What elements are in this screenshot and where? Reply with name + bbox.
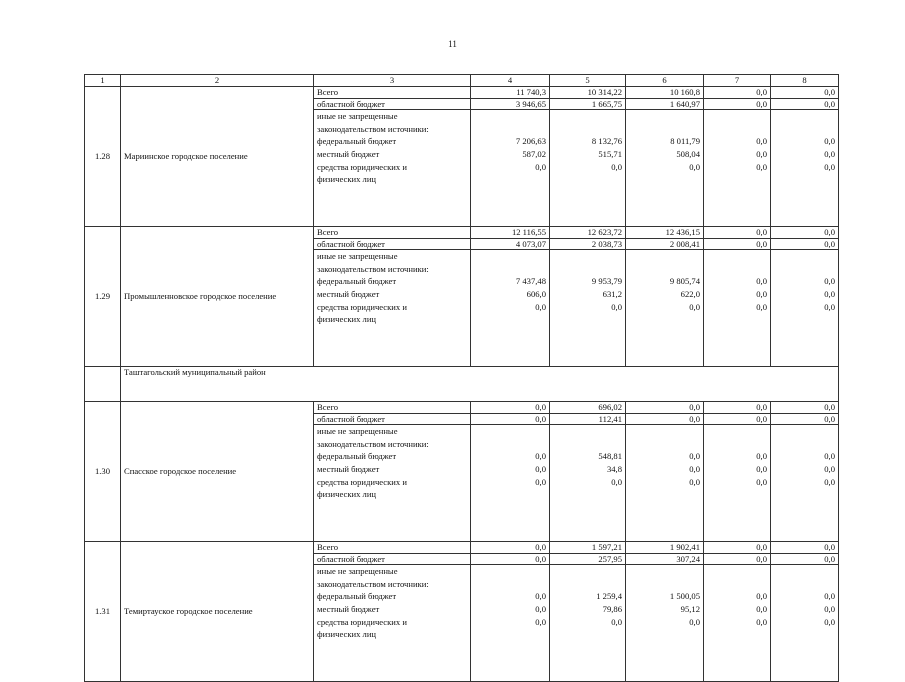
federal-value: 0,0 [824, 276, 835, 287]
value-cell: 0,0 [704, 98, 771, 110]
legal-value: 0,0 [824, 616, 835, 627]
sub-values [771, 425, 839, 542]
local-value: 0,0 [535, 604, 546, 615]
value-cell: 0,0 [471, 402, 550, 414]
legal-value: 0,0 [611, 161, 622, 172]
federal-value: 0,0 [689, 451, 700, 462]
local-value: 515,71 [598, 149, 622, 160]
source-label: местный бюджет [317, 464, 380, 475]
spacer [707, 438, 767, 451]
spacer [553, 110, 622, 123]
sub-values [704, 425, 771, 542]
value-cell: 0,0 [704, 542, 771, 554]
value-cell: 257,95 [550, 553, 626, 565]
value-cell: 0,0 [771, 238, 839, 250]
spacer [629, 425, 700, 438]
value-cell: 0,0 [704, 402, 771, 414]
value-cell: 0,0 [771, 413, 839, 425]
source-label: иные не запрещенные [317, 111, 398, 121]
federal-value: 7 206,63 [515, 136, 546, 147]
legal-value: 0,0 [535, 161, 546, 172]
source-label: федеральный бюджет [317, 591, 397, 602]
spacer [474, 438, 546, 451]
sub-values [471, 425, 550, 542]
local-value: 0,0 [824, 604, 835, 615]
federal-value: 0,0 [756, 276, 767, 287]
spacer [774, 123, 835, 136]
sub-values [704, 250, 771, 367]
spacer [707, 110, 767, 123]
local-value: 0,0 [824, 289, 835, 300]
spacer [474, 425, 546, 438]
value-cell: 0,0 [704, 227, 771, 239]
sub-values [626, 425, 704, 542]
sub-values [626, 110, 704, 227]
spacer [707, 123, 767, 136]
federal-value: 9 953,79 [591, 276, 622, 287]
spacer [774, 110, 835, 123]
table-row [85, 542, 839, 554]
value-cell: 1 597,21 [550, 542, 626, 554]
spacer [474, 250, 546, 263]
value-cell: 3 946,65 [471, 98, 550, 110]
value-cell: 0,0 [471, 553, 550, 565]
spacer [553, 263, 622, 276]
source-label: областной бюджет [314, 413, 471, 425]
federal-value: 0,0 [824, 591, 835, 602]
sub-values [704, 565, 771, 682]
spacer [707, 250, 767, 263]
settlement-name: Промышленновское городское поселение [121, 227, 314, 367]
local-value: 0,0 [756, 604, 767, 615]
value-cell: 0,0 [471, 413, 550, 425]
value-cell: 0,0 [704, 553, 771, 565]
page-number: 11 [448, 39, 457, 49]
spacer [629, 110, 700, 123]
sub-values [771, 110, 839, 227]
legal-value: 0,0 [756, 616, 767, 627]
source-label: местный бюджет [317, 149, 380, 160]
legal-value: 0,0 [611, 476, 622, 487]
value-cell: 0,0 [626, 413, 704, 425]
budget-table [84, 74, 839, 682]
source-label: федеральный бюджет [317, 276, 397, 287]
spacer [553, 438, 622, 451]
spacer [474, 123, 546, 136]
source-label: областной бюджет [314, 98, 471, 110]
source-label: физических лиц [317, 629, 377, 640]
value-cell: 0,0 [471, 542, 550, 554]
source-label: Всего [314, 542, 471, 554]
source-label: иные не запрещенные [317, 566, 398, 576]
source-label: средства юридических и [317, 476, 407, 487]
spacer [774, 438, 835, 451]
value-cell: 10 314,22 [550, 87, 626, 99]
source-label: физических лиц [317, 174, 377, 185]
header-cell: 5 [550, 75, 626, 87]
source-label: федеральный бюджет [317, 136, 397, 147]
sub-values [626, 250, 704, 367]
sub-source-labels [314, 425, 471, 542]
table-row [85, 87, 839, 99]
sub-values [704, 110, 771, 227]
spacer [774, 565, 835, 578]
spacer [474, 263, 546, 276]
source-label: средства юридических и [317, 616, 407, 627]
legal-value: 0,0 [824, 476, 835, 487]
legal-value: 0,0 [535, 476, 546, 487]
legal-value: 0,0 [689, 616, 700, 627]
header-cell: 2 [121, 75, 314, 87]
region-row [85, 367, 839, 402]
value-cell: 0,0 [704, 87, 771, 99]
value-cell: 696,02 [550, 402, 626, 414]
legal-value: 0,0 [756, 476, 767, 487]
source-label: областной бюджет [314, 238, 471, 250]
spacer [553, 578, 622, 591]
value-cell: 1 665,75 [550, 98, 626, 110]
value-cell: 0,0 [704, 413, 771, 425]
source-label: законодательством источники: [317, 578, 429, 589]
federal-value: 0,0 [756, 136, 767, 147]
source-label: Всего [314, 87, 471, 99]
source-label: иные не запрещенные [317, 426, 398, 436]
sub-values [550, 565, 626, 682]
federal-value: 1 259,4 [596, 591, 622, 602]
spacer [774, 578, 835, 591]
settlement-name: Мариинское городское поселение [121, 87, 314, 227]
federal-value: 0,0 [824, 451, 835, 462]
source-label: законодательством источники: [317, 438, 429, 449]
source-label: законодательством источники: [317, 263, 429, 274]
legal-value: 0,0 [824, 161, 835, 172]
value-cell: 2 008,41 [626, 238, 704, 250]
spacer [474, 110, 546, 123]
region-number-cell [85, 367, 121, 402]
spacer [774, 263, 835, 276]
local-value: 0,0 [756, 149, 767, 160]
legal-value: 0,0 [611, 616, 622, 627]
federal-value: 0,0 [756, 451, 767, 462]
value-cell: 11 740,3 [471, 87, 550, 99]
sub-source-labels [314, 565, 471, 682]
sub-values [771, 565, 839, 682]
header-cell: 6 [626, 75, 704, 87]
legal-value: 0,0 [689, 301, 700, 312]
legal-value: 0,0 [756, 161, 767, 172]
source-label: Всего [314, 227, 471, 239]
local-value: 631,2 [602, 289, 622, 300]
federal-value: 0,0 [535, 451, 546, 462]
spacer [707, 263, 767, 276]
value-cell: 12 436,15 [626, 227, 704, 239]
settlement-name: Темиртауское городское поселение [121, 542, 314, 682]
value-cell: 0,0 [626, 402, 704, 414]
spacer [774, 425, 835, 438]
federal-value: 0,0 [535, 591, 546, 602]
source-label: средства юридических и [317, 301, 407, 312]
header-cell: 8 [771, 75, 839, 87]
legal-value: 0,0 [535, 301, 546, 312]
legal-value: 0,0 [689, 161, 700, 172]
value-cell: 10 160,8 [626, 87, 704, 99]
local-value: 622,0 [680, 289, 700, 300]
local-value: 0,0 [689, 464, 700, 475]
spacer [707, 578, 767, 591]
source-label: Всего [314, 402, 471, 414]
value-cell: 0,0 [771, 227, 839, 239]
spacer [629, 565, 700, 578]
local-value: 0,0 [824, 464, 835, 475]
value-cell: 112,41 [550, 413, 626, 425]
spacer [553, 250, 622, 263]
value-cell: 0,0 [771, 87, 839, 99]
value-cell: 0,0 [704, 238, 771, 250]
header-cell: 3 [314, 75, 471, 87]
spacer [553, 425, 622, 438]
source-label: федеральный бюджет [317, 451, 397, 462]
sub-source-labels [314, 110, 471, 227]
legal-value: 0,0 [689, 476, 700, 487]
sub-values [771, 250, 839, 367]
spacer [707, 565, 767, 578]
region-name: Таштагольский муниципальный район [121, 367, 839, 402]
source-label: физических лиц [317, 489, 377, 500]
legal-value: 0,0 [535, 616, 546, 627]
value-cell: 1 902,41 [626, 542, 704, 554]
spacer [774, 250, 835, 263]
local-value: 79,86 [602, 604, 622, 615]
federal-value: 8 132,76 [591, 136, 622, 147]
value-cell: 307,24 [626, 553, 704, 565]
legal-value: 0,0 [824, 301, 835, 312]
value-cell: 2 038,73 [550, 238, 626, 250]
sub-values [550, 110, 626, 227]
row-number: 1.30 [85, 402, 121, 542]
table-row [85, 402, 839, 414]
value-cell: 0,0 [771, 98, 839, 110]
local-value: 587,02 [522, 149, 546, 160]
spacer [553, 565, 622, 578]
federal-value: 548,81 [598, 451, 622, 462]
spacer [629, 578, 700, 591]
federal-value: 9 805,74 [669, 276, 700, 287]
local-value: 95,12 [680, 604, 700, 615]
value-cell: 12 623,72 [550, 227, 626, 239]
row-number: 1.31 [85, 542, 121, 682]
legal-value: 0,0 [611, 301, 622, 312]
row-number: 1.29 [85, 227, 121, 367]
source-label: средства юридических и [317, 161, 407, 172]
sub-values [550, 250, 626, 367]
federal-value: 0,0 [756, 591, 767, 602]
federal-value: 0,0 [824, 136, 835, 147]
header-cell: 4 [471, 75, 550, 87]
sub-values [471, 565, 550, 682]
table-body [85, 75, 839, 682]
spacer [553, 123, 622, 136]
spacer [629, 438, 700, 451]
legal-value: 0,0 [756, 301, 767, 312]
settlement-name: Спасское городское поселение [121, 402, 314, 542]
source-label: законодательством источники: [317, 123, 429, 134]
value-cell: 4 073,07 [471, 238, 550, 250]
sub-values [626, 565, 704, 682]
header-row [85, 75, 839, 87]
source-label: иные не запрещенные [317, 251, 398, 261]
spacer [474, 565, 546, 578]
source-label: местный бюджет [317, 604, 380, 615]
row-number: 1.28 [85, 87, 121, 227]
spacer [474, 578, 546, 591]
spacer [629, 250, 700, 263]
sub-values [471, 250, 550, 367]
federal-value: 1 500,05 [669, 591, 700, 602]
source-label: физических лиц [317, 314, 377, 325]
value-cell: 0,0 [771, 553, 839, 565]
local-value: 34,8 [606, 464, 622, 475]
value-cell: 12 116,55 [471, 227, 550, 239]
value-cell: 0,0 [771, 542, 839, 554]
value-cell: 0,0 [771, 402, 839, 414]
value-cell: 1 640,97 [626, 98, 704, 110]
local-value: 0,0 [756, 289, 767, 300]
local-value: 0,0 [756, 464, 767, 475]
sub-values [550, 425, 626, 542]
spacer [707, 425, 767, 438]
local-value: 0,0 [535, 464, 546, 475]
spacer [629, 123, 700, 136]
table-row [85, 227, 839, 239]
federal-value: 7 437,48 [515, 276, 546, 287]
header-cell: 1 [85, 75, 121, 87]
source-label: местный бюджет [317, 289, 380, 300]
source-label: областной бюджет [314, 553, 471, 565]
header-cell: 7 [704, 75, 771, 87]
sub-source-labels [314, 250, 471, 367]
local-value: 606,0 [526, 289, 546, 300]
local-value: 0,0 [824, 149, 835, 160]
local-value: 508,04 [676, 149, 700, 160]
spacer [629, 263, 700, 276]
federal-value: 8 011,79 [670, 136, 700, 147]
sub-values [471, 110, 550, 227]
